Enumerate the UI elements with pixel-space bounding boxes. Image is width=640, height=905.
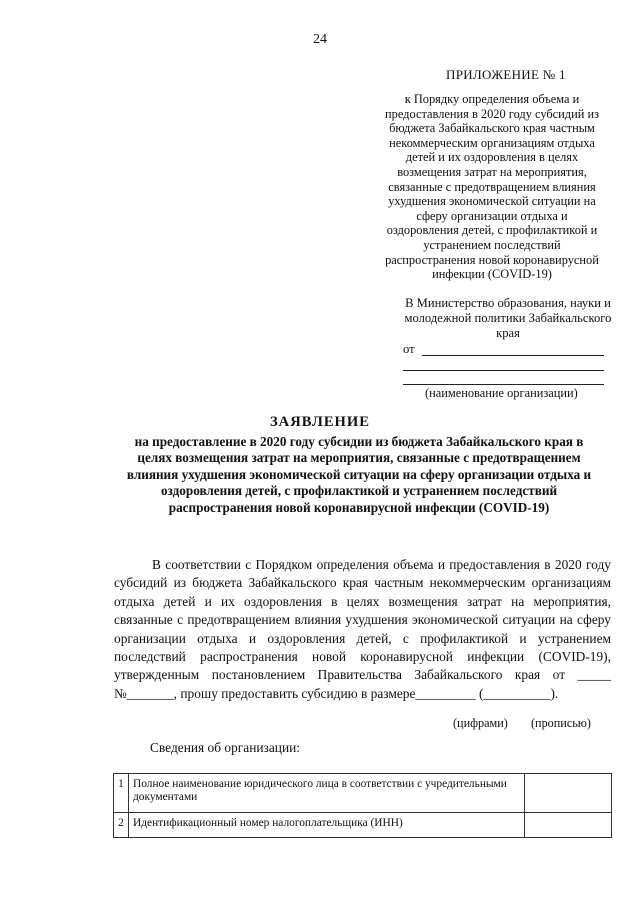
row-label: Полное наименование юридического лица в соответствии с учредительными документами	[129, 774, 525, 813]
row-value-cell[interactable]	[525, 774, 612, 813]
row-label: Идентификационный номер налогоплательщика (ИНН)	[129, 813, 525, 838]
appendix-title: ПРИЛОЖЕНИЕ № 1	[446, 67, 566, 82]
table-row	[114, 774, 612, 813]
application-body: В соответствии с Порядком определения объема и предоставления в 2020 году субсидий из бюджета Забайкальского края частным некоммерческим организациям отдыха детей и их оздоровления в целях возмещения затрат на мероприятия, связанные с предотвращением влияния ухудшения экономической ситуации на сферу организации отдыха и оздоровления детей, с профилактикой и устранением последствий распространения новой коронавирусной инфекции (COVID-19), утвержденным постановлением Правительства Забайкальского края от _____ №_______, прошу предоставить субсидию в размере_________ (__________).	[114, 557, 611, 701]
row-number: 2	[114, 813, 129, 838]
page-number: 24	[313, 32, 327, 47]
appendix-text: к Порядку определения объема и предоставления в 2020 году субсидий из бюджета Забайкальского края частным некоммерческим организациям отдыха детей и их оздоровления в целях возмещения затрат на мероприятия, связанные с предотвращением влияния ухудшения экономической ситуации на сферу организации отдыха и оздоровления детей, с профилактикой и устранением последствий распространения новой коронавирусной инфекции (COVID-19)	[385, 92, 599, 282]
org-name-caption: (наименование организации)	[425, 386, 578, 400]
from-line-1[interactable]	[422, 355, 604, 356]
from-label: от	[403, 342, 415, 356]
from-line-2[interactable]	[403, 370, 604, 371]
row-number: 1	[114, 774, 129, 813]
organization-info-table	[113, 773, 612, 838]
document-subtitle: на предоставление в 2020 году субсидии из бюджета Забайкальского края в целях возмещения затрат на мероприятия, связанные с предотвращением влияния ухудшения экономической ситуации на сферу организации отдыха и оздоровления детей, с профилактикой и устранением последствий распространения новой коронавирусной инфекции (COVID-19)	[126, 434, 592, 515]
addressee-ministry: В Министерство образования, науки и молодежной политики Забайкальского края	[404, 296, 612, 341]
table-row	[114, 813, 612, 838]
from-line-3[interactable]	[403, 384, 604, 385]
document-title: ЗАЯВЛЕНИЕ	[269, 414, 370, 430]
organization-info-heading: Сведения об организации:	[150, 740, 301, 755]
amount-digits-label: (цифрами)	[453, 716, 508, 730]
row-value-cell[interactable]	[525, 813, 612, 838]
amount-words-label: (прописью)	[531, 716, 591, 730]
